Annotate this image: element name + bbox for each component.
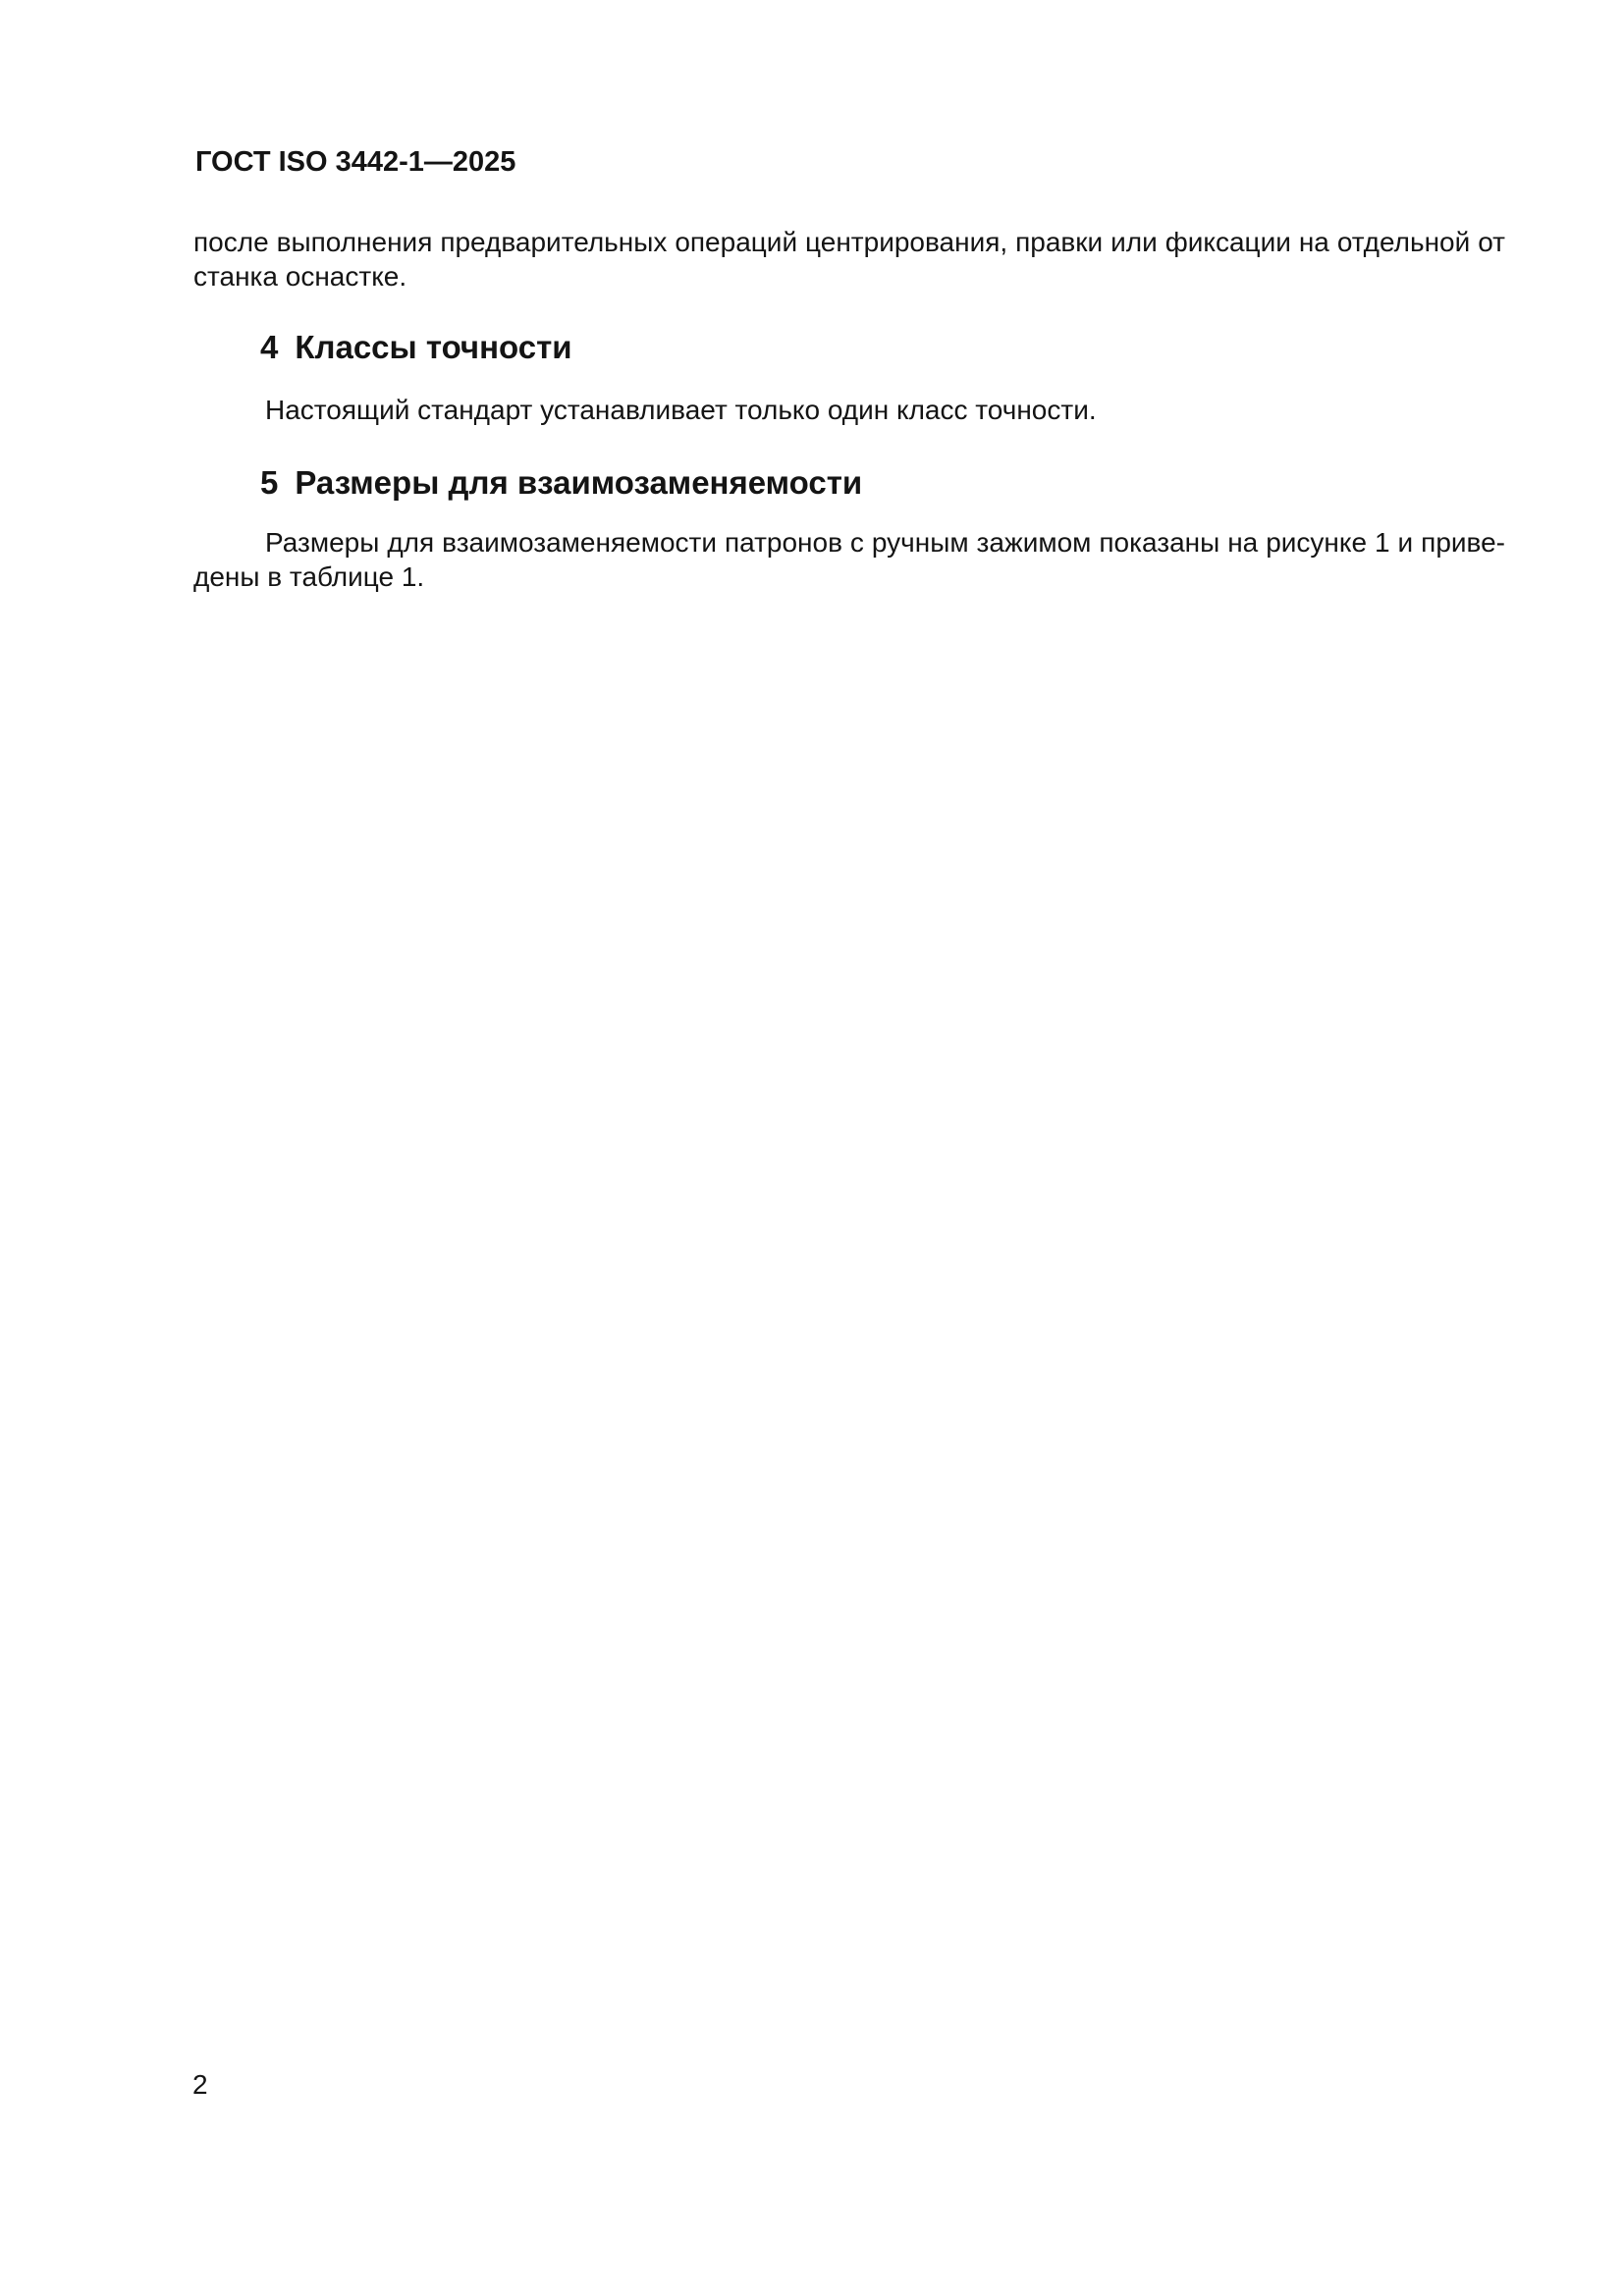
- section-4-body-line-1: Настоящий стандарт устанавливает только один класс точности.: [265, 395, 1097, 425]
- page-number: 2: [192, 2069, 208, 2100]
- section-4-title: Классы точности: [295, 329, 572, 365]
- intro-paragraph-line-2: станка оснастке.: [193, 261, 407, 292]
- section-5-body-line-2: дены в таблице 1.: [193, 561, 425, 592]
- section-5-heading: [260, 463, 862, 503]
- running-header: ГОСТ ISO 3442-1—2025: [195, 146, 516, 178]
- section-5-body-line-1: Размеры для взаимозаменяемости патронов с ручным зажимом показаны на рисунке 1 и приве-: [265, 527, 1505, 558]
- section-5-number: 5: [260, 464, 279, 501]
- intro-paragraph-line-1: после выполнения предварительных операций центрирования, правки или фиксации на отдельной от: [193, 227, 1505, 257]
- section-4-heading: [260, 328, 572, 367]
- section-4-number: 4: [260, 329, 279, 365]
- section-5-title: Размеры для взаимозаменяемости: [295, 464, 863, 501]
